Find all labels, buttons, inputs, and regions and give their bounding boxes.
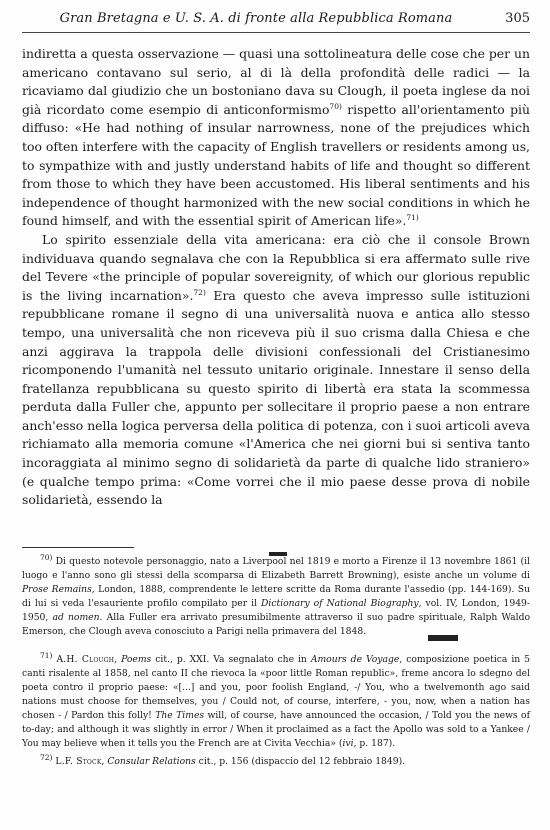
paragraph-2-text-b: Era questo che aveva impresso sulle istituzioni repubblicane romane il segno di una universalità nuova e antica allo stesso tempo, una universalità che non riceveva più il suo crisma dalla Chiesa e che anzi aggirava la trappola delle divisioni confessionali del Cristianesimo ricomponendo l'umanità nel tessuto unitario originale. Innestare il senso della fratellanza repubblicana su questo spirito di libertà era stata la scommessa perduta dalla Fuller che, appunto per sollecitare il proprio paese a non entrare anch'esso nella logica perversa della politica di potenza, con i suoi articoli aveva richiamato alla memoria comune «l'America che nei giorni bui si sentiva tanto incoraggiata al minimo segno di solidarietà da parte di qualche lido straniero» (e qualche tempo prima: «Come vorrei che il mio paese desse prova di nobile solidarietà, essendo la bbox=[22, 287, 530, 508]
footnote-ref-70: 70) bbox=[329, 101, 342, 111]
main-text bbox=[22, 45, 530, 510]
paragraph-1 bbox=[22, 45, 530, 231]
footnote-author: L.F. Stock bbox=[55, 756, 102, 767]
footnote-italic: ad nomen bbox=[52, 612, 100, 623]
footnote-text: , bbox=[101, 756, 108, 767]
footnote-number: 70) bbox=[40, 552, 53, 562]
footnote-italic: Poems bbox=[121, 654, 152, 665]
footnote-text: , London, 1888, comprendente le lettere scritte da Roma durante l'assedio (pp. 144-169). Su di lui si veda l'esauriente profilo compilato per il bbox=[22, 584, 531, 609]
footnote-italic: Dictionary of National Biography bbox=[261, 598, 419, 609]
footnote-italic: ivi bbox=[342, 738, 354, 749]
paragraph-2 bbox=[22, 231, 530, 510]
footnote-text: , p. 187). bbox=[353, 738, 396, 749]
footnote-text: . Alla Fuller era arrivato presumibilmente attraverso il suo padre spirituale, Ralph Waldo Emerson, che Clough aveva conosciuto a Parigi nella primavera del 1848. bbox=[22, 612, 530, 637]
paragraph-2-text-a: Lo spirito essenziale della vita americana: era ciò che il console Brown individuava quando segnalava che con la Repubblica si era affermato sulle rive del Tevere «the principle of popular sovereignity, of which our glorious republic is the living incarnation». bbox=[22, 231, 530, 303]
footnote-text: cit., p. XXI. Va segnalato che in bbox=[151, 654, 311, 665]
footnote-text: cit., p. 156 (dispaccio del 12 febbraio 1849). bbox=[195, 756, 406, 767]
footnote-text: Di questo notevole personaggio, nato a Liverpool nel 1819 e morto a Firenze il 13 novembre 1861 (il luogo e l'anno sono gli stessi della scomparsa di Elizabeth Barrett Browning), esiste anche un volume di bbox=[22, 556, 531, 581]
paragraph-1-text-b: rispetto all'orientamento più diffuso: «He had nothing of insular narrowness, none of the prejudices which too often interfere with the capacity of English travellers or residents among us, to sympathize with and justly understand habits of life and thought so different from those to which they have been accustomed. His liberal sentiments and his independence of thought harmonized with the new social conditions in which he found himself, and with the essential spirit of American life». bbox=[22, 101, 530, 229]
footnote-italic: Consular Relations bbox=[107, 756, 196, 767]
footnote-author: A.H. Clough bbox=[56, 654, 115, 665]
footnote-text: , bbox=[114, 654, 122, 665]
footnote-number: 71) bbox=[40, 650, 53, 660]
footnote-text: , composizione poetica in 5 canti risalente al 1858, nel canto II che rievoca la «poor little Roman republic», freme ancora lo sdegno del poeta contro il proprio paese: «[...] and you, poor foolish England, -/ You, who a twelvemonth ago said nations must choose for themselves, you / Could not, of course, interfere, - you, now, when a nation has chosen - / Pardon this folly! bbox=[22, 654, 531, 721]
footnote-text: , vol. IV, London, 1949-1950, bbox=[22, 598, 531, 623]
footnote-text: will, of course, have announced the occasion, / Told you the news of to-day; and although it was slightly in error / When it proclaimed as a fact the Apollo was sold to a Yankee / You may believe when it tells you the French are at Civita Vecchia» ( bbox=[22, 710, 530, 749]
footnote-72 bbox=[22, 752, 530, 769]
page-number: 305 bbox=[505, 11, 530, 26]
footnote-71 bbox=[22, 650, 531, 751]
running-title: Gran Bretagna e U. S. A. di fronte alla Repubblica Romana bbox=[59, 11, 453, 26]
footnote-italic: Amours de Voyage bbox=[310, 654, 400, 665]
footnote-italic: Prose Remains bbox=[22, 584, 92, 595]
footnote-70 bbox=[22, 552, 531, 639]
running-header bbox=[22, 8, 530, 33]
paragraph-1-text-a: indiretta a questa osservazione — quasi una sottolineatura delle cose che per un americano contavano sul serio, al di là della profondità delle radici — la ricaviamo dal giudizio che un bostoniano dava su Clough, il poeta inglese da noi già ricordato come esempio di anticonformismo bbox=[22, 46, 530, 117]
footnote-number: 72) bbox=[40, 752, 53, 762]
footnote-ref-71: 71) bbox=[406, 213, 419, 223]
footnote-italic: The Times bbox=[155, 710, 205, 721]
footnote-divider bbox=[22, 547, 134, 548]
footnotes bbox=[22, 552, 531, 773]
footnote-ref-72: 72) bbox=[193, 287, 206, 297]
